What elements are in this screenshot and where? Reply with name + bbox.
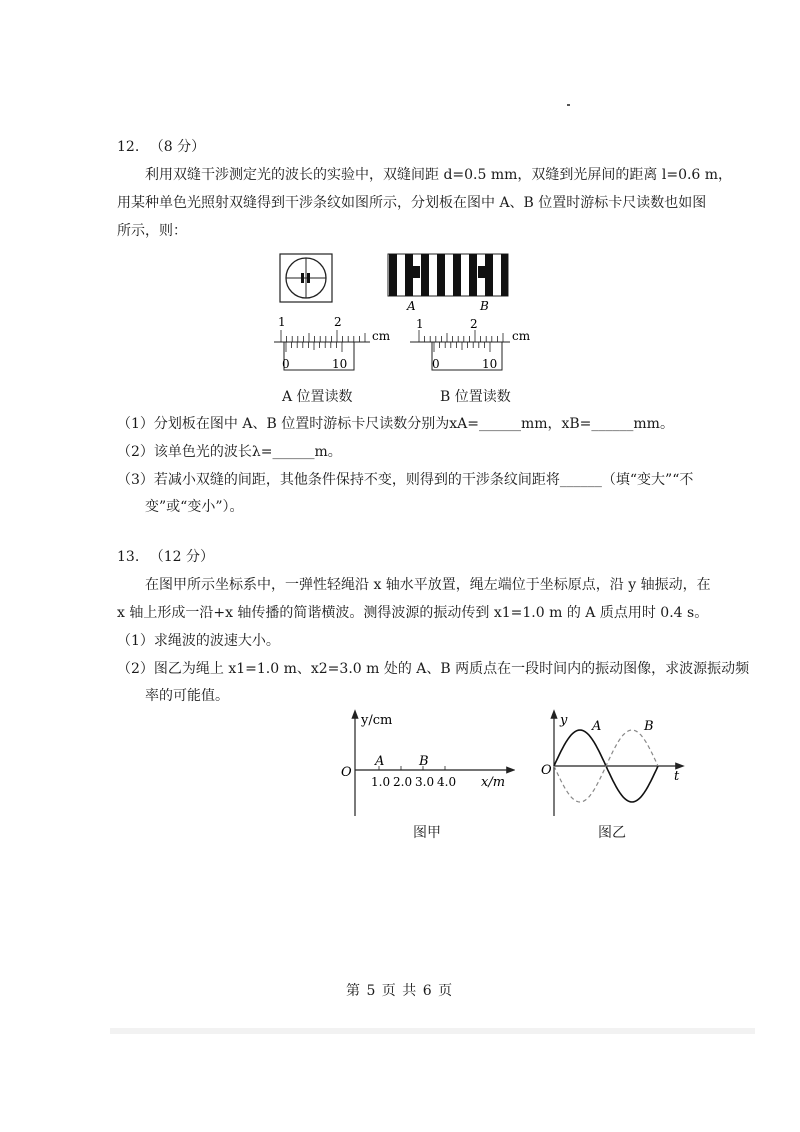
caliper-a-vernier-scale (286, 342, 342, 352)
yi-origin: O (541, 763, 552, 778)
interference-fringes (388, 254, 508, 296)
q13-sub1: （1）求绳波的波速大小。 (117, 633, 280, 649)
caliper-a-main-1: 1 (278, 315, 286, 329)
caliper-b-main-scale (419, 330, 503, 342)
fringe-label-a: A (407, 299, 416, 313)
q12-intro-line2: 用某种单色光照射双缝得到干涉条纹如图所示，分划板在图中 A、B 位置时游标卡尺读数也如图 (117, 195, 707, 211)
figure-jia (335, 708, 515, 820)
yi-curve-a-label: A (592, 719, 602, 734)
q13-sub2-line2: 率的可能值。 (145, 688, 229, 704)
yi-curve-b-label: B (644, 719, 654, 734)
yi-t-label: t (674, 769, 680, 784)
caliper-a-unit: cm (372, 329, 391, 343)
caliper-a-main-scale (281, 330, 365, 342)
caliper-a-caption: A 位置读数 (282, 389, 353, 405)
caliper-a-vern-0: 0 (282, 357, 290, 371)
fringe-label-b: B (480, 299, 489, 313)
jia-point-b: B (419, 754, 429, 769)
jia-x-label: x/m (481, 775, 506, 790)
jia-tick-2: 2.0 (393, 775, 413, 789)
caliper-b (410, 317, 531, 371)
q12-figure (270, 248, 540, 408)
caliper-b-caption: B 位置读数 (440, 389, 511, 405)
caliper-b-vern-10: 10 (482, 357, 498, 371)
q13-score: （12 分） (149, 549, 214, 565)
page-footer: 第 5 页 共 6 页 (346, 983, 454, 999)
yi-y-label: y (560, 713, 568, 728)
caliper-b-main-2: 2 (470, 317, 478, 331)
scan-speck (567, 104, 570, 106)
caliper-b-main-1: 1 (416, 317, 424, 331)
jia-origin: O (341, 765, 352, 780)
q12-sub1: （1）分划板在图中 A、B 位置时游标卡尺读数分别为xA=______mm，xB=______mm。 (117, 416, 674, 432)
caliper-b-unit: cm (512, 329, 531, 343)
q12-sub3-line2: 变”或“变小”）。 (145, 499, 244, 515)
caliper-a (274, 315, 391, 371)
caliper-b-vernier-scale (434, 342, 490, 352)
figure-jia-caption: 图甲 (413, 825, 441, 841)
q13-intro-line2: x 轴上形成一沿+x 轴传播的简谐横波。测得波源的振动传到 x1=1.0 m 的 A 质点用时 0.4 s。 (117, 605, 709, 621)
jia-tick-1: 1.0 (371, 775, 391, 789)
q13-number: 13. (117, 549, 140, 565)
jia-y-label: y/cm (361, 713, 393, 728)
q13-sub2-line1: （2）图乙为绳上 x1=1.0 m、x2=3.0 m 处的 A、B 两质点在一段时间内的振动图像，求波源振动频 (117, 661, 750, 677)
jia-tick-4: 4.0 (437, 775, 457, 789)
caliper-b-vern-0: 0 (432, 357, 440, 371)
q12-score: （8 分） (149, 139, 206, 155)
jia-point-a: A (375, 754, 385, 769)
q12-intro-line1: 利用双缝干涉测定光的波长的实验中，双缝间距 d=0.5 mm，双缝到光屏间的距离 l=0.6 m， (145, 167, 733, 183)
q12-intro-line3: 所示，则： (117, 223, 187, 239)
q13-header (117, 547, 214, 567)
scan-edge-shade (110, 1028, 755, 1034)
jia-tick-3: 3.0 (415, 775, 435, 789)
q12-header (117, 137, 205, 157)
q12-sub3-line1: （3）若减小双缝的间距，其他条件保持不变，则得到的干涉条纹间距将______（填“变大”“不 (117, 472, 694, 488)
q13-intro-line1: 在图甲所示坐标系中，一弹性轻绳沿 x 轴水平放置，绳左端位于坐标原点，沿 y 轴振动，在 (145, 577, 711, 593)
q12-number: 12. (117, 139, 140, 155)
eyepiece-view (280, 254, 332, 302)
figure-yi (540, 708, 690, 820)
caliper-a-vern-10: 10 (332, 357, 348, 371)
figure-yi-caption: 图乙 (598, 825, 626, 841)
caliper-a-main-2: 2 (334, 315, 342, 329)
q12-sub2: （2）该单色光的波长λ=______m。 (117, 444, 342, 460)
